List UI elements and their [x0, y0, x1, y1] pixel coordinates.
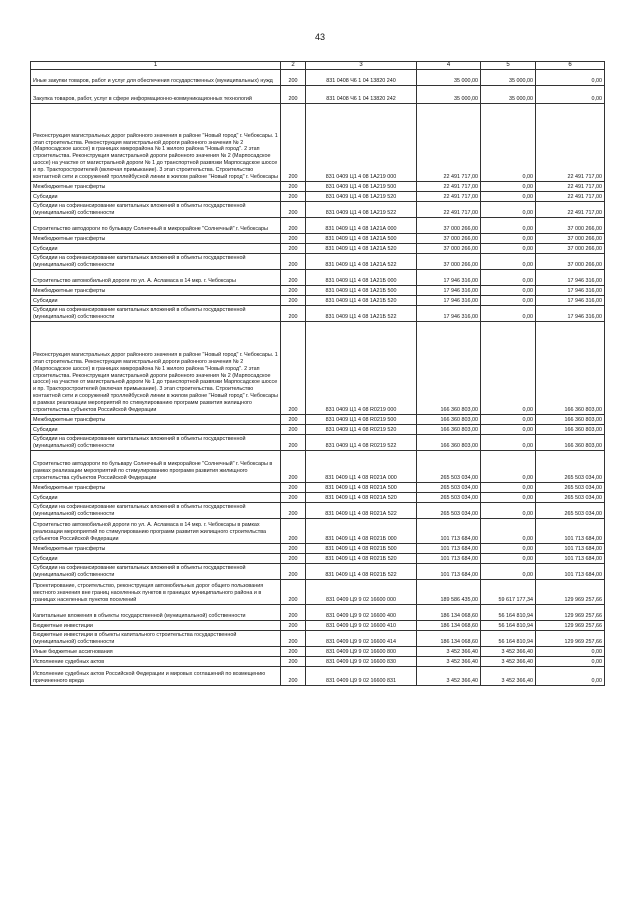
row-budget-code-cell: 831 0409 Ц9 9 02 16600 831 [306, 667, 417, 686]
row-unit-code-cell: 200 [281, 631, 306, 647]
row-name-cell: Бюджетные инвестиции в объекты капитального строительства государственной (муниципальной) собственности [31, 631, 281, 647]
budget-table [30, 61, 605, 686]
row-unexecuted-amount-cell: 129 969 257,66 [536, 605, 605, 621]
row-approved-amount-cell: 17 946 316,00 [417, 306, 481, 322]
row-budget-code-cell: 831 0409 Ц9 9 02 16600 400 [306, 605, 417, 621]
row-approved-amount-cell: 101 713 684,00 [417, 544, 481, 554]
row-executed-amount-cell: 59 617 177,34 [481, 580, 536, 605]
table-row [31, 86, 605, 104]
row-executed-amount-cell: 0,00 [481, 322, 536, 415]
row-name-cell: Межбюджетные трансферты [31, 234, 281, 244]
row-unit-code-cell: 200 [281, 296, 306, 306]
row-approved-amount-cell: 37 000 266,00 [417, 234, 481, 244]
row-name-cell: Исполнение судебных актов Российской Федерации и мировых соглашений по возмещению причиненного вреда [31, 667, 281, 686]
row-budget-code-cell: 831 0409 Ц9 9 02 16600 410 [306, 621, 417, 631]
row-unit-code-cell: 200 [281, 254, 306, 270]
row-unexecuted-amount-cell: 17 946 316,00 [536, 286, 605, 296]
row-name-cell: Строительство автодороги по бульвару Солнечный в микрорайоне "Солнечный" г. Чебоксары в рамках реализации мероприятий по стимулированию программ развития жилищного строительства субъектов Российской Федерации [31, 451, 281, 483]
table-row [31, 202, 605, 218]
row-name-cell: Капитальные вложения в объекты государственной (муниципальной) собственности [31, 605, 281, 621]
row-executed-amount-cell: 35 000,00 [481, 70, 536, 86]
row-unexecuted-amount-cell: 129 969 257,66 [536, 621, 605, 631]
row-unit-code-cell: 200 [281, 202, 306, 218]
row-unexecuted-amount-cell: 101 713 684,00 [536, 564, 605, 580]
row-unexecuted-amount-cell: 0,00 [536, 70, 605, 86]
table-row [31, 322, 605, 415]
row-budget-code-cell: 831 0409 Ц1 4 08 1А21А 000 [306, 218, 417, 234]
row-unit-code-cell: 200 [281, 218, 306, 234]
row-approved-amount-cell: 35 000,00 [417, 70, 481, 86]
row-unexecuted-amount-cell: 37 000 266,00 [536, 218, 605, 234]
row-name-cell: Межбюджетные трансферты [31, 286, 281, 296]
row-name-cell: Строительство автомобильной дороги по ул. А. Асламаса в 14 мкр. г. Чебоксары в рамках реализации мероприятий по стимулированию программ развития жилищного строительства субъектов Российской Федерации [31, 519, 281, 544]
row-name-cell: Субсидии на софинансирование капитальных вложений в объекты государственной (муниципальной) собственности [31, 306, 281, 322]
table-body [31, 62, 605, 686]
row-approved-amount-cell: 37 000 266,00 [417, 244, 481, 254]
row-executed-amount-cell: 0,00 [481, 306, 536, 322]
row-unit-code-cell: 200 [281, 270, 306, 286]
row-name-cell: Субсидии на софинансирование капитальных вложений в объекты государственной (муниципальной) собственности [31, 435, 281, 451]
row-approved-amount-cell: 189 586 435,00 [417, 580, 481, 605]
row-budget-code-cell: 831 0409 Ц1 4 08 1А219 000 [306, 104, 417, 182]
row-unit-code-cell: 200 [281, 286, 306, 296]
row-approved-amount-cell: 186 134 068,60 [417, 621, 481, 631]
row-unit-code-cell: 200 [281, 483, 306, 493]
table-row [31, 667, 605, 686]
row-name-cell: Межбюджетные трансферты [31, 483, 281, 493]
table-row [31, 182, 605, 192]
row-budget-code-cell: 831 0409 Ц1 4 08 R021А 000 [306, 451, 417, 483]
row-unexecuted-amount-cell: 37 000 266,00 [536, 234, 605, 244]
row-budget-code-cell: 831 0409 Ц1 4 08 1А21Б 522 [306, 306, 417, 322]
row-unexecuted-amount-cell: 265 503 034,00 [536, 493, 605, 503]
row-unit-code-cell: 200 [281, 503, 306, 519]
row-approved-amount-cell: 186 134 068,60 [417, 631, 481, 647]
row-unexecuted-amount-cell: 0,00 [536, 647, 605, 657]
row-executed-amount-cell: 0,00 [481, 182, 536, 192]
row-approved-amount-cell: 3 452 366,40 [417, 667, 481, 686]
header-cell: 5 [481, 62, 536, 70]
table-row [31, 306, 605, 322]
row-unexecuted-amount-cell: 17 946 316,00 [536, 296, 605, 306]
row-unit-code-cell: 200 [281, 519, 306, 544]
row-unexecuted-amount-cell: 265 503 034,00 [536, 483, 605, 493]
row-unit-code-cell: 200 [281, 554, 306, 564]
row-budget-code-cell: 831 0409 Ц1 4 08 R0219 520 [306, 425, 417, 435]
row-unexecuted-amount-cell: 166 360 803,00 [536, 435, 605, 451]
row-executed-amount-cell: 0,00 [481, 254, 536, 270]
row-approved-amount-cell: 265 503 034,00 [417, 493, 481, 503]
table-row [31, 580, 605, 605]
row-executed-amount-cell: 0,00 [481, 218, 536, 234]
row-unexecuted-amount-cell: 37 000 266,00 [536, 254, 605, 270]
row-unexecuted-amount-cell: 101 713 684,00 [536, 554, 605, 564]
row-unit-code-cell: 200 [281, 605, 306, 621]
row-budget-code-cell: 831 0409 Ц1 4 08 R021А 500 [306, 483, 417, 493]
row-unexecuted-amount-cell: 22 491 717,00 [536, 192, 605, 202]
row-budget-code-cell: 831 0409 Ц1 4 08 1А21Б 000 [306, 270, 417, 286]
row-name-cell: Реконструкция магистральных дорог районного значения в районе "Новый город" г. Чебоксары. 1 этап строительства. Реконструкция магистральной дороги районного значения № 2 (Марпосадское шоссе) в границах микрорайона № 1 жилого района "Новый город". 2 этап строительства. Реконструкция магистральной дороги районного значения № 2 (Марпосадское шоссе) на участке от магистральной дороги № 1 до транспортной развязки Марпосадское шоссе и пр. Тракторостроителей (включая примыкание). 3 этап строительства. Строительство контактной сети и сооружений троллейбусной линии в жилом районе "Новый город" г. Чебоксары в рамках реализации мероприятий по стимулированию программ развития жилищного строительства субъектов Российской Федерации [31, 322, 281, 415]
row-unit-code-cell: 200 [281, 667, 306, 686]
row-name-cell: Субсидии [31, 554, 281, 564]
table-row [31, 244, 605, 254]
header-cell: 2 [281, 62, 306, 70]
row-budget-code-cell: 831 0409 Ц1 4 08 1А21Б 520 [306, 296, 417, 306]
table-row [31, 415, 605, 425]
row-unit-code-cell: 200 [281, 647, 306, 657]
table-row [31, 564, 605, 580]
row-approved-amount-cell: 265 503 034,00 [417, 503, 481, 519]
row-approved-amount-cell: 17 946 316,00 [417, 270, 481, 286]
row-unit-code-cell: 200 [281, 657, 306, 667]
row-budget-code-cell: 831 0409 Ц9 9 02 16600 414 [306, 631, 417, 647]
row-unit-code-cell: 200 [281, 244, 306, 254]
table-row [31, 254, 605, 270]
row-unexecuted-amount-cell: 101 713 684,00 [536, 544, 605, 554]
header-cell: 6 [536, 62, 605, 70]
row-approved-amount-cell: 22 491 717,00 [417, 202, 481, 218]
row-budget-code-cell: 831 0409 Ц1 4 08 R021Б 500 [306, 544, 417, 554]
row-unexecuted-amount-cell: 101 713 684,00 [536, 519, 605, 544]
table-row [31, 554, 605, 564]
row-name-cell: Бюджетные инвестиции [31, 621, 281, 631]
page-number: 43 [314, 32, 325, 42]
row-executed-amount-cell: 3 452 366,40 [481, 667, 536, 686]
row-budget-code-cell: 831 0409 Ц9 9 02 16600 830 [306, 657, 417, 667]
row-name-cell: Межбюджетные трансферты [31, 182, 281, 192]
row-approved-amount-cell: 35 000,00 [417, 86, 481, 104]
row-unit-code-cell: 200 [281, 70, 306, 86]
row-name-cell: Иные бюджетные ассигнования [31, 647, 281, 657]
row-executed-amount-cell: 0,00 [481, 483, 536, 493]
row-unit-code-cell: 200 [281, 493, 306, 503]
row-budget-code-cell: 831 0409 Ц1 4 08 R0219 000 [306, 322, 417, 415]
row-executed-amount-cell: 0,00 [481, 519, 536, 544]
row-unexecuted-amount-cell: 265 503 034,00 [536, 451, 605, 483]
row-unexecuted-amount-cell: 0,00 [536, 657, 605, 667]
table-row [31, 519, 605, 544]
table-row [31, 493, 605, 503]
header-cell: 4 [417, 62, 481, 70]
row-unit-code-cell: 200 [281, 621, 306, 631]
row-executed-amount-cell: 0,00 [481, 544, 536, 554]
row-executed-amount-cell: 0,00 [481, 192, 536, 202]
row-executed-amount-cell: 0,00 [481, 244, 536, 254]
row-unit-code-cell: 200 [281, 182, 306, 192]
header-cell: 1 [31, 62, 281, 70]
row-name-cell: Субсидии на софинансирование капитальных вложений в объекты государственной (муниципальной) собственности [31, 202, 281, 218]
table-row [31, 296, 605, 306]
row-unit-code-cell: 200 [281, 192, 306, 202]
row-budget-code-cell: 831 0409 Ц1 4 08 1А219 500 [306, 182, 417, 192]
row-unit-code-cell: 200 [281, 435, 306, 451]
row-name-cell: Строительство автомобильной дороги по ул. А. Асламаса в 14 мкр. г. Чебоксары [31, 270, 281, 286]
row-approved-amount-cell: 17 946 316,00 [417, 296, 481, 306]
table-row [31, 483, 605, 493]
table-row [31, 544, 605, 554]
row-unit-code-cell: 200 [281, 306, 306, 322]
row-budget-code-cell: 831 0409 Ц1 4 08 R0219 522 [306, 435, 417, 451]
row-approved-amount-cell: 101 713 684,00 [417, 554, 481, 564]
row-unexecuted-amount-cell: 0,00 [536, 86, 605, 104]
row-budget-code-cell: 831 0409 Ц1 4 08 R021А 520 [306, 493, 417, 503]
row-budget-code-cell: 831 0409 Ц1 4 08 1А219 522 [306, 202, 417, 218]
row-budget-code-cell: 831 0409 Ц1 4 08 R021Б 522 [306, 564, 417, 580]
row-budget-code-cell: 831 0409 Ц1 4 08 1А21Б 500 [306, 286, 417, 296]
table-row [31, 621, 605, 631]
row-executed-amount-cell: 0,00 [481, 415, 536, 425]
table-row [31, 104, 605, 182]
row-name-cell: Исполнение судебных актов [31, 657, 281, 667]
row-unexecuted-amount-cell: 166 360 803,00 [536, 425, 605, 435]
row-name-cell: Субсидии на софинансирование капитальных вложений в объекты государственной (муниципальной) собственности [31, 564, 281, 580]
row-unexecuted-amount-cell: 166 360 803,00 [536, 415, 605, 425]
row-unexecuted-amount-cell: 166 360 803,00 [536, 322, 605, 415]
row-approved-amount-cell: 37 000 266,00 [417, 218, 481, 234]
row-executed-amount-cell: 0,00 [481, 202, 536, 218]
row-unexecuted-amount-cell: 265 503 034,00 [536, 503, 605, 519]
row-unit-code-cell: 200 [281, 104, 306, 182]
row-budget-code-cell: 831 0409 Ц1 4 08 R0219 500 [306, 415, 417, 425]
row-name-cell: Субсидии [31, 493, 281, 503]
table-row [31, 70, 605, 86]
row-budget-code-cell: 831 0409 Ц1 4 08 1А21А 522 [306, 254, 417, 270]
row-name-cell: Субсидии [31, 192, 281, 202]
row-executed-amount-cell: 0,00 [481, 286, 536, 296]
row-approved-amount-cell: 22 491 717,00 [417, 192, 481, 202]
row-approved-amount-cell: 166 360 803,00 [417, 435, 481, 451]
row-executed-amount-cell: 0,00 [481, 234, 536, 244]
row-executed-amount-cell: 0,00 [481, 554, 536, 564]
row-unit-code-cell: 200 [281, 425, 306, 435]
row-unexecuted-amount-cell: 37 000 266,00 [536, 244, 605, 254]
row-executed-amount-cell: 56 164 810,94 [481, 621, 536, 631]
row-budget-code-cell: 831 0409 Ц1 4 08 R021Б 520 [306, 554, 417, 564]
row-unexecuted-amount-cell: 0,00 [536, 667, 605, 686]
table-row [31, 270, 605, 286]
row-approved-amount-cell: 101 713 684,00 [417, 564, 481, 580]
row-name-cell: Реконструкция магистральных дорог районного значения в районе "Новый город" г. Чебоксары. 1 этап строительства. Реконструкция магистральной дороги районного значения № 2 (Марпосадское шоссе) в границах микрорайона № 1 жилого района "Новый город". 2 этап строительства. Реконструкция магистральной дороги районного значения № 2 (Марпосадское шоссе) на участке от магистральной дороги № 1 до транспортной развязки Марпосадское шоссе и пр. Тракторостроителей (включая примыкание). 3 этап строительства. Строительство контактной сети и сооружений троллейбусной линии в жилом районе "Новый город" г. Чебоксары [31, 104, 281, 182]
row-executed-amount-cell: 56 164 810,94 [481, 631, 536, 647]
table-row [31, 234, 605, 244]
row-unexecuted-amount-cell: 22 491 717,00 [536, 104, 605, 182]
row-name-cell: Иные закупки товаров, работ и услуг для обеспечения государственных (муниципальных) нужд [31, 70, 281, 86]
table-row [31, 657, 605, 667]
row-approved-amount-cell: 37 000 266,00 [417, 254, 481, 270]
row-executed-amount-cell: 0,00 [481, 493, 536, 503]
row-executed-amount-cell: 0,00 [481, 104, 536, 182]
row-approved-amount-cell: 17 946 316,00 [417, 286, 481, 296]
row-unexecuted-amount-cell: 22 491 717,00 [536, 202, 605, 218]
table-row [31, 286, 605, 296]
row-budget-code-cell: 831 0409 Ц9 9 02 16600 800 [306, 647, 417, 657]
row-budget-code-cell: 831 0408 Ч6 1 04 13820 240 [306, 70, 417, 86]
table-row [31, 647, 605, 657]
table-row [31, 192, 605, 202]
row-name-cell: Закупка товаров, работ, услуг в сфере информационно-коммуникационных технологий [31, 86, 281, 104]
row-budget-code-cell: 831 0409 Ц1 4 08 1А219 520 [306, 192, 417, 202]
row-unit-code-cell: 200 [281, 322, 306, 415]
row-name-cell: Межбюджетные трансферты [31, 415, 281, 425]
row-executed-amount-cell: 0,00 [481, 435, 536, 451]
row-executed-amount-cell: 0,00 [481, 564, 536, 580]
row-executed-amount-cell: 0,00 [481, 451, 536, 483]
row-executed-amount-cell: 3 452 366,40 [481, 647, 536, 657]
row-approved-amount-cell: 3 452 366,40 [417, 657, 481, 667]
row-name-cell: Субсидии [31, 296, 281, 306]
row-executed-amount-cell: 0,00 [481, 425, 536, 435]
row-budget-code-cell: 831 0409 Ц9 9 02 16600 000 [306, 580, 417, 605]
table-row [31, 631, 605, 647]
row-unit-code-cell: 200 [281, 451, 306, 483]
row-unexecuted-amount-cell: 129 969 257,66 [536, 631, 605, 647]
row-approved-amount-cell: 265 503 034,00 [417, 451, 481, 483]
row-name-cell: Субсидии на софинансирование капитальных вложений в объекты государственной (муниципальной) собственности [31, 503, 281, 519]
row-unit-code-cell: 200 [281, 415, 306, 425]
row-unit-code-cell: 200 [281, 234, 306, 244]
row-unit-code-cell: 200 [281, 544, 306, 554]
row-executed-amount-cell: 0,00 [481, 503, 536, 519]
header-cell: 3 [306, 62, 417, 70]
row-approved-amount-cell: 166 360 803,00 [417, 322, 481, 415]
row-name-cell: Проектирование, строительство, реконструкция автомобильных дорог общего пользования местного значения вне границ населенных пунктов в границах муниципального района и в границах населенных пунктов поселений [31, 580, 281, 605]
row-unit-code-cell: 200 [281, 564, 306, 580]
row-unexecuted-amount-cell: 17 946 316,00 [536, 306, 605, 322]
row-executed-amount-cell: 3 452 366,40 [481, 657, 536, 667]
row-budget-code-cell: 831 0409 Ц1 4 08 R021Б 000 [306, 519, 417, 544]
row-budget-code-cell: 831 0409 Ц1 4 08 R021А 522 [306, 503, 417, 519]
row-name-cell: Субсидии на софинансирование капитальных вложений в объекты государственной (муниципальной) собственности [31, 254, 281, 270]
row-unexecuted-amount-cell: 17 946 316,00 [536, 270, 605, 286]
row-unexecuted-amount-cell: 129 969 257,66 [536, 580, 605, 605]
table-row [31, 503, 605, 519]
row-approved-amount-cell: 166 360 803,00 [417, 415, 481, 425]
row-unit-code-cell: 200 [281, 580, 306, 605]
row-approved-amount-cell: 101 713 684,00 [417, 519, 481, 544]
row-budget-code-cell: 831 0408 Ч6 1 04 13820 242 [306, 86, 417, 104]
row-executed-amount-cell: 0,00 [481, 296, 536, 306]
row-unexecuted-amount-cell: 22 491 717,00 [536, 182, 605, 192]
row-unit-code-cell: 200 [281, 86, 306, 104]
row-approved-amount-cell: 166 360 803,00 [417, 425, 481, 435]
table-row [31, 425, 605, 435]
row-approved-amount-cell: 265 503 034,00 [417, 483, 481, 493]
row-approved-amount-cell: 186 134 068,60 [417, 605, 481, 621]
row-name-cell: Межбюджетные трансферты [31, 544, 281, 554]
row-name-cell: Субсидии [31, 425, 281, 435]
row-budget-code-cell: 831 0409 Ц1 4 08 1А21А 500 [306, 234, 417, 244]
row-approved-amount-cell: 22 491 717,00 [417, 104, 481, 182]
row-budget-code-cell: 831 0409 Ц1 4 08 1А21А 520 [306, 244, 417, 254]
row-approved-amount-cell: 22 491 717,00 [417, 182, 481, 192]
row-approved-amount-cell: 3 452 366,40 [417, 647, 481, 657]
table-row [31, 605, 605, 621]
row-executed-amount-cell: 0,00 [481, 270, 536, 286]
table-row [31, 435, 605, 451]
table-header-row [31, 62, 605, 70]
row-executed-amount-cell: 35 000,00 [481, 86, 536, 104]
row-executed-amount-cell: 56 164 810,94 [481, 605, 536, 621]
row-name-cell: Субсидии [31, 244, 281, 254]
table-row [31, 451, 605, 483]
table-row [31, 218, 605, 234]
row-name-cell: Строительство автодороги по бульвару Солнечный в микрорайоне "Солнечный" г. Чебоксары [31, 218, 281, 234]
